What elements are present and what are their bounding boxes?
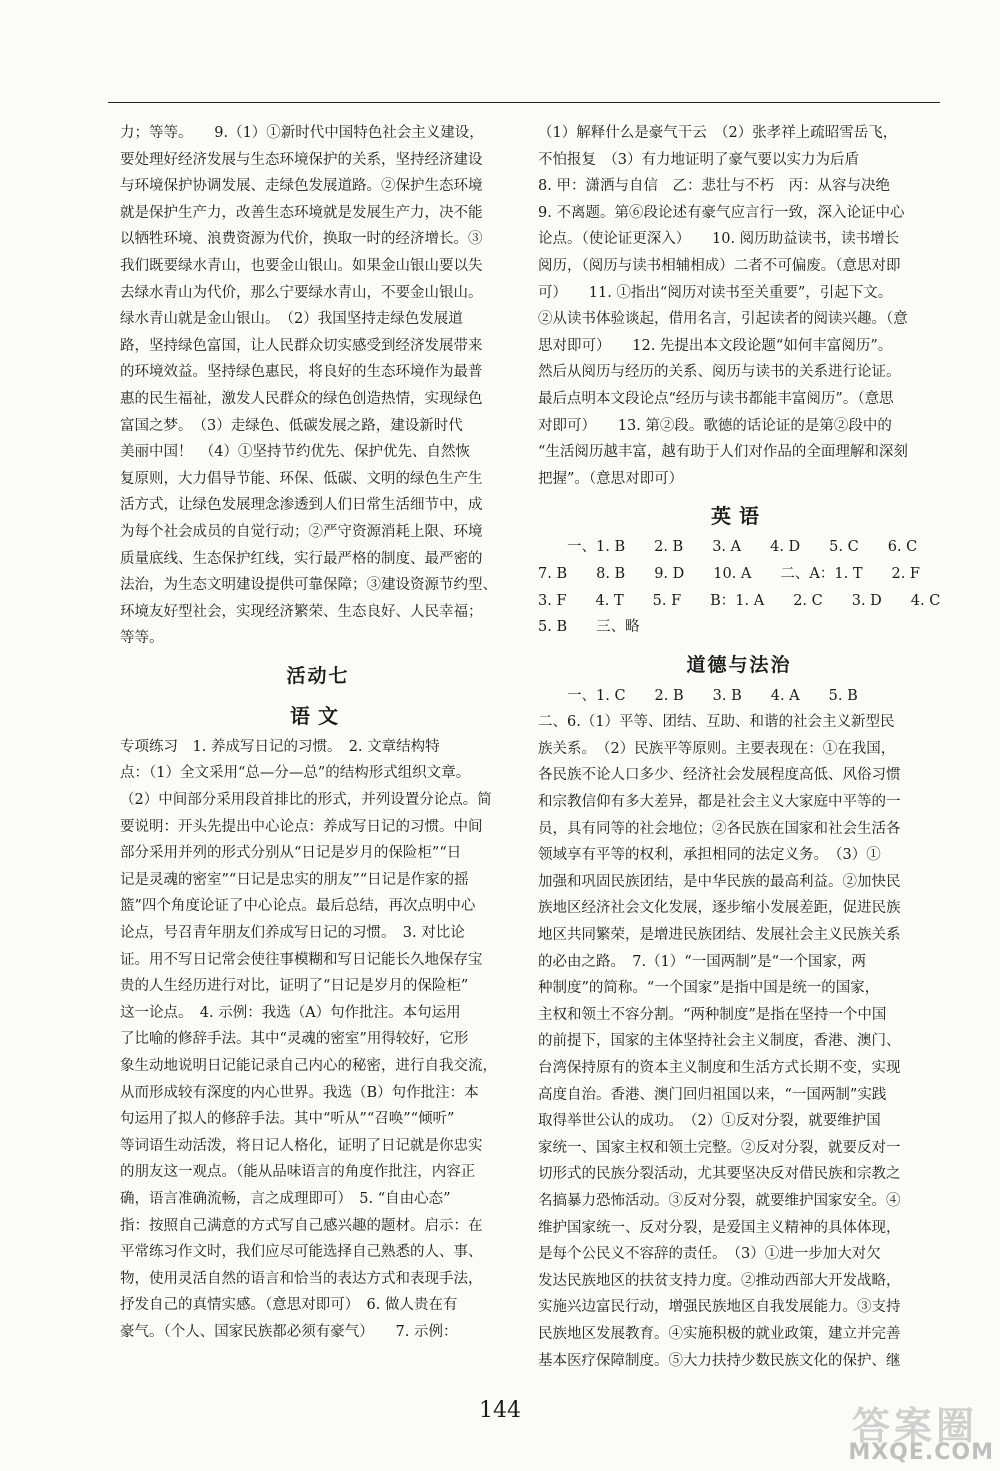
text-line: 台湾保持原有的资本主义制度和生活方式长期不变，实现: [538, 1060, 901, 1076]
left-text-block-2: [120, 734, 516, 1346]
text-line: 复原则，大力倡导节能、环保、低碳、文明的绿色生产生: [120, 470, 483, 487]
text-line: 从而形成较有深度的内心世界。我选（B）句作批注：本: [120, 1084, 479, 1101]
text-line: 家统一、国家主权和领土完整。②反对分裂，就要反对一: [538, 1139, 901, 1156]
left-text-block-1: [120, 120, 516, 652]
text-line: 的朋友这一观点。（能从品味语言的角度作批注，内容正: [120, 1164, 476, 1181]
text-line: 确，语言准确流畅，言之成理即可） 5. “自由心态”: [120, 1190, 451, 1207]
text-line: 豪气。（个人、国家民族都必须有豪气） 7. 示例：: [120, 1323, 458, 1340]
text-line: 二、6.（1）平等、团结、互助、和谐的社会主义新型民: [538, 714, 895, 731]
text-line: 这一论点。 4. 示例：我选（A）句作批注。本句运用: [120, 1004, 461, 1021]
text-line: 然后从阅历与经历的关系、阅历与读书的关系进行论证。: [538, 364, 901, 381]
text-line: 实施兴边富民行动，增强民族地区自我发展能力。③支持: [538, 1299, 901, 1316]
text-line: 5. B 三、略: [538, 619, 640, 636]
text-line: 篮”四个角度论证了中心论点。最后总结，再次点明中心: [120, 898, 476, 915]
text-line: 惠的民生福祉，激发人民群众的绿色创造热情，实现绿色: [120, 390, 483, 407]
text-line: 富国之梦。 （3）走绿色、低碳发展之路，建设新时代: [120, 417, 463, 434]
page-number: 144: [479, 1398, 521, 1423]
text-line: 我们既要绿水青山，也要金山银山。如果金山银山要以失: [120, 257, 483, 274]
english-answers: [538, 534, 940, 640]
text-line: 名搞暴力恐怖活动。③反对分裂，就要维护国家安全。④: [538, 1192, 901, 1209]
text-line: 一、1. B 2. B 3. A 4. D 5. C 6. C: [538, 539, 918, 556]
text-line: 主权和领土不容分割。“两种制度”是指在坚持一个中国: [538, 1006, 887, 1023]
text-line: 民族地区发展教育。④实施积极的就业政策，建立并完善: [538, 1325, 901, 1342]
text-line: 高度自治。香港、澳门回归祖国以来，“一国两制”实践: [538, 1086, 887, 1103]
text-line: 抒发自己的真情实感。（意思对即可） 6. 做人贵在有: [120, 1297, 458, 1314]
text-line: 等等。: [120, 630, 164, 647]
text-line: 环境友好型社会，实现经济繁荣、生态良好、人民幸福；: [120, 603, 483, 620]
text-line: 点：（1）全文采用“总—分—总”的结构形式组织文章。: [120, 765, 471, 782]
text-line: 等词语生动活泼，将日记人格化，证明了日记就是你忠实: [120, 1137, 483, 1154]
text-line: 是每个公民义不容辞的责任。 （3）①进一步加大对欠: [538, 1246, 881, 1263]
text-line: 绿水青山就是金山银山。 （2）我国坚持走绿色发展道: [120, 311, 463, 328]
text-line: 活方式，让绿色发展理念渗透到人们日常生活细节中，成: [120, 497, 483, 514]
text-line: 指：按照自己满意的方式写自己感兴趣的题材。启示：在: [120, 1217, 483, 1234]
text-line: 一、1. C 2. B 3. B 4. A 5. B: [538, 687, 858, 704]
chinese-answers-continued: [538, 120, 940, 492]
text-line: 记是灵魂的密室”“日记是忠实的朋友”“日记是作家的摇: [120, 871, 469, 888]
text-line: 要处理好经济发展与生态环境保护的关系，坚持经济建设: [120, 151, 483, 168]
text-line: 切形式的民族分裂活动，尤其要坚决反对借民族和宗教之: [538, 1166, 901, 1183]
text-line: 基本医疗保障制度。⑤大力扶持少数民族文化的保护、继: [538, 1352, 901, 1369]
chinese-heading: 语文: [290, 703, 346, 728]
right-column: [538, 120, 940, 1374]
text-line: 论点。（使论证更深入） 10. 阅历助益读书，读书增长: [538, 231, 900, 248]
text-line: 领域享有平等的权利，承担相同的法定义务。 （3）①: [538, 847, 881, 864]
text-line: 8. 甲：潇洒与自信 乙：悲壮与不朽 丙：从容与决绝: [538, 178, 890, 195]
text-line: 的必由之路。 7.（1）“一国两制”是“一个国家，两: [538, 953, 867, 970]
text-line: 思对即可） 12. 先提出本文段论题“如何丰富阅历”。: [538, 337, 893, 354]
text-line: 要说明：开头先提出中心论点：养成写日记的习惯。中间: [120, 818, 483, 835]
text-line: 论点，号召青年朋友们养成写日记的习惯。 3. 对比论: [120, 925, 465, 942]
text-line: 象生动地说明日记能记录自己内心的秘密，进行自我交流，: [120, 1058, 497, 1074]
text-line: “生活阅历越丰富，越有助于人们对作品的全面理解和深刻: [538, 444, 908, 461]
text-line: 对即可） 13. 第②段。歌德的话论证的是第②段中的: [538, 417, 892, 434]
morality-heading: 道德与法治: [686, 653, 792, 676]
text-line: 种制度”的简称。“一个国家”是指中国是统一的国家，: [538, 980, 880, 997]
text-line: 阅历，（阅历与读书相辅相成）二者不可偏废。（意思对即: [538, 257, 901, 274]
text-line: 族关系。 （2）民族平等原则。主要表现在：①在我国，: [538, 740, 896, 757]
text-line: 了比喻的修辞手法。其中“灵魂的密室”用得较好，它形: [120, 1031, 469, 1048]
watermark-main-text: 答案圈: [851, 1404, 978, 1448]
text-line: 证。用不写日记常会使往事模糊和写日记能长久地保存宝: [120, 951, 483, 968]
watermark-url: MXQE.COM: [848, 1440, 994, 1465]
text-line: 员，具有同等的社会地位；②各民族在国家和社会生活各: [538, 820, 901, 837]
left-column: [120, 120, 516, 1346]
text-line: 质量底线、生态保护红线，实行最严格的制度、最严密的: [120, 550, 483, 567]
text-line: 专项练习 1. 养成写日记的习惯。 2. 文章结构特: [120, 738, 440, 755]
text-line: 9. 不离题。第⑥段论述有豪气应言行一致，深入论证中心: [538, 204, 905, 221]
text-line: 维护国家统一、反对分裂，是爱国主义精神的具体体现，: [538, 1219, 901, 1236]
text-line: 地区共同繁荣，是增进民族团结、发展社会主义民族关系: [538, 927, 901, 944]
text-line: ②从读书体验谈起，借用名言，引起读者的阅读兴趣。（意: [538, 311, 908, 328]
text-line: 和宗教信仰有多大差异，都是社会主义大家庭中平等的一: [538, 794, 901, 811]
text-line: （1）解释什么是豪气干云 （2）张孝祥上疏昭雪岳飞，: [538, 125, 898, 141]
text-line: 贵的人生经历进行对比，证明了“日记是岁月的保险柜”: [120, 978, 469, 995]
activity-heading: 活动七: [286, 664, 350, 687]
text-line: 加强和巩固民族团结，是中华民族的最高利益。②加快民: [538, 873, 901, 890]
text-line: 法治，为生态文明建设提供可靠保障；③建设资源节约型、: [120, 577, 497, 594]
text-line: 取得举世公认的成功。 （2）①反对分裂，就要维护国: [538, 1113, 881, 1130]
text-line: 各民族不论人口多少、经济社会发展程度高低、风俗习惯: [538, 767, 901, 784]
text-line: 与环境保护协调发展、走绿色发展道路。②保护生态环境: [120, 178, 483, 195]
text-line: 3. F 4. T 5. F B：1. A 2. C 3. D 4. C: [538, 592, 940, 609]
text-line: （2）中间部分采用段首排比的形式，并列设置分论点。简: [120, 792, 492, 809]
header-rule: [108, 102, 940, 103]
text-line: 平常练习作文时，我们应尽可能选择自己熟悉的人、事、: [120, 1244, 483, 1261]
morality-answers: [538, 683, 940, 1374]
text-line: 句运用了拟人的修辞手法。其中“听从”“召唤”“倾听”: [120, 1111, 455, 1128]
text-line: 不怕报复 （3）有力地证明了豪气要以实力为后盾: [538, 151, 859, 168]
text-line: 以牺牲环境、浪费资源为代价，换取一时的经济增长。③: [120, 231, 483, 248]
text-line: 路，坚持绿色富国，让人民群众切实感受到经济发展带来: [120, 337, 483, 354]
text-line: 美丽中国！ （4）①坚持节约优先、保护优先、自然恢: [120, 444, 470, 461]
text-line: 去绿水青山为代价，那么宁要绿水青山，不要金山银山。: [120, 284, 483, 301]
text-line: 的前提下，国家的主体坚持社会主义制度，香港、澳门、: [538, 1033, 901, 1050]
text-line: 部分采用并列的形式分别从“日记是岁月的保险柜”“日: [120, 845, 462, 862]
text-line: 族地区经济社会文化发展，逐步缩小发展差距，促进民族: [538, 900, 901, 917]
text-line: 把握”。（意思对即可）: [538, 470, 684, 487]
text-line: 发达民族地区的扶贫支持力度。②推动西部大开发战略，: [538, 1272, 901, 1289]
text-line: 最后点明本文段论点“经历与读书都能丰富阅历”。（意思: [538, 390, 894, 407]
text-line: 可） 11. ①指出“阅历对读书至关重要”，引起下文。: [538, 284, 893, 301]
text-line: 7. B 8. B 9. D 10. A 二、A：1. T 2. F: [538, 565, 920, 582]
text-line: 的环境效益。坚持绿色惠民，将良好的生态环境作为最普: [120, 364, 483, 381]
text-line: 就是保护生产力，改善生态环境就是发展生产力，决不能: [120, 204, 483, 221]
text-line: 为每个社会成员的自觉行动；②严守资源消耗上限、环境: [120, 523, 483, 540]
english-heading: 英语: [711, 504, 767, 529]
text-line: 物，使用灵活自然的语言和恰当的表达方式和表现手法，: [120, 1270, 483, 1287]
text-line: 力；等等。 9.（1）①新时代中国特色社会主义建设，: [120, 125, 484, 141]
